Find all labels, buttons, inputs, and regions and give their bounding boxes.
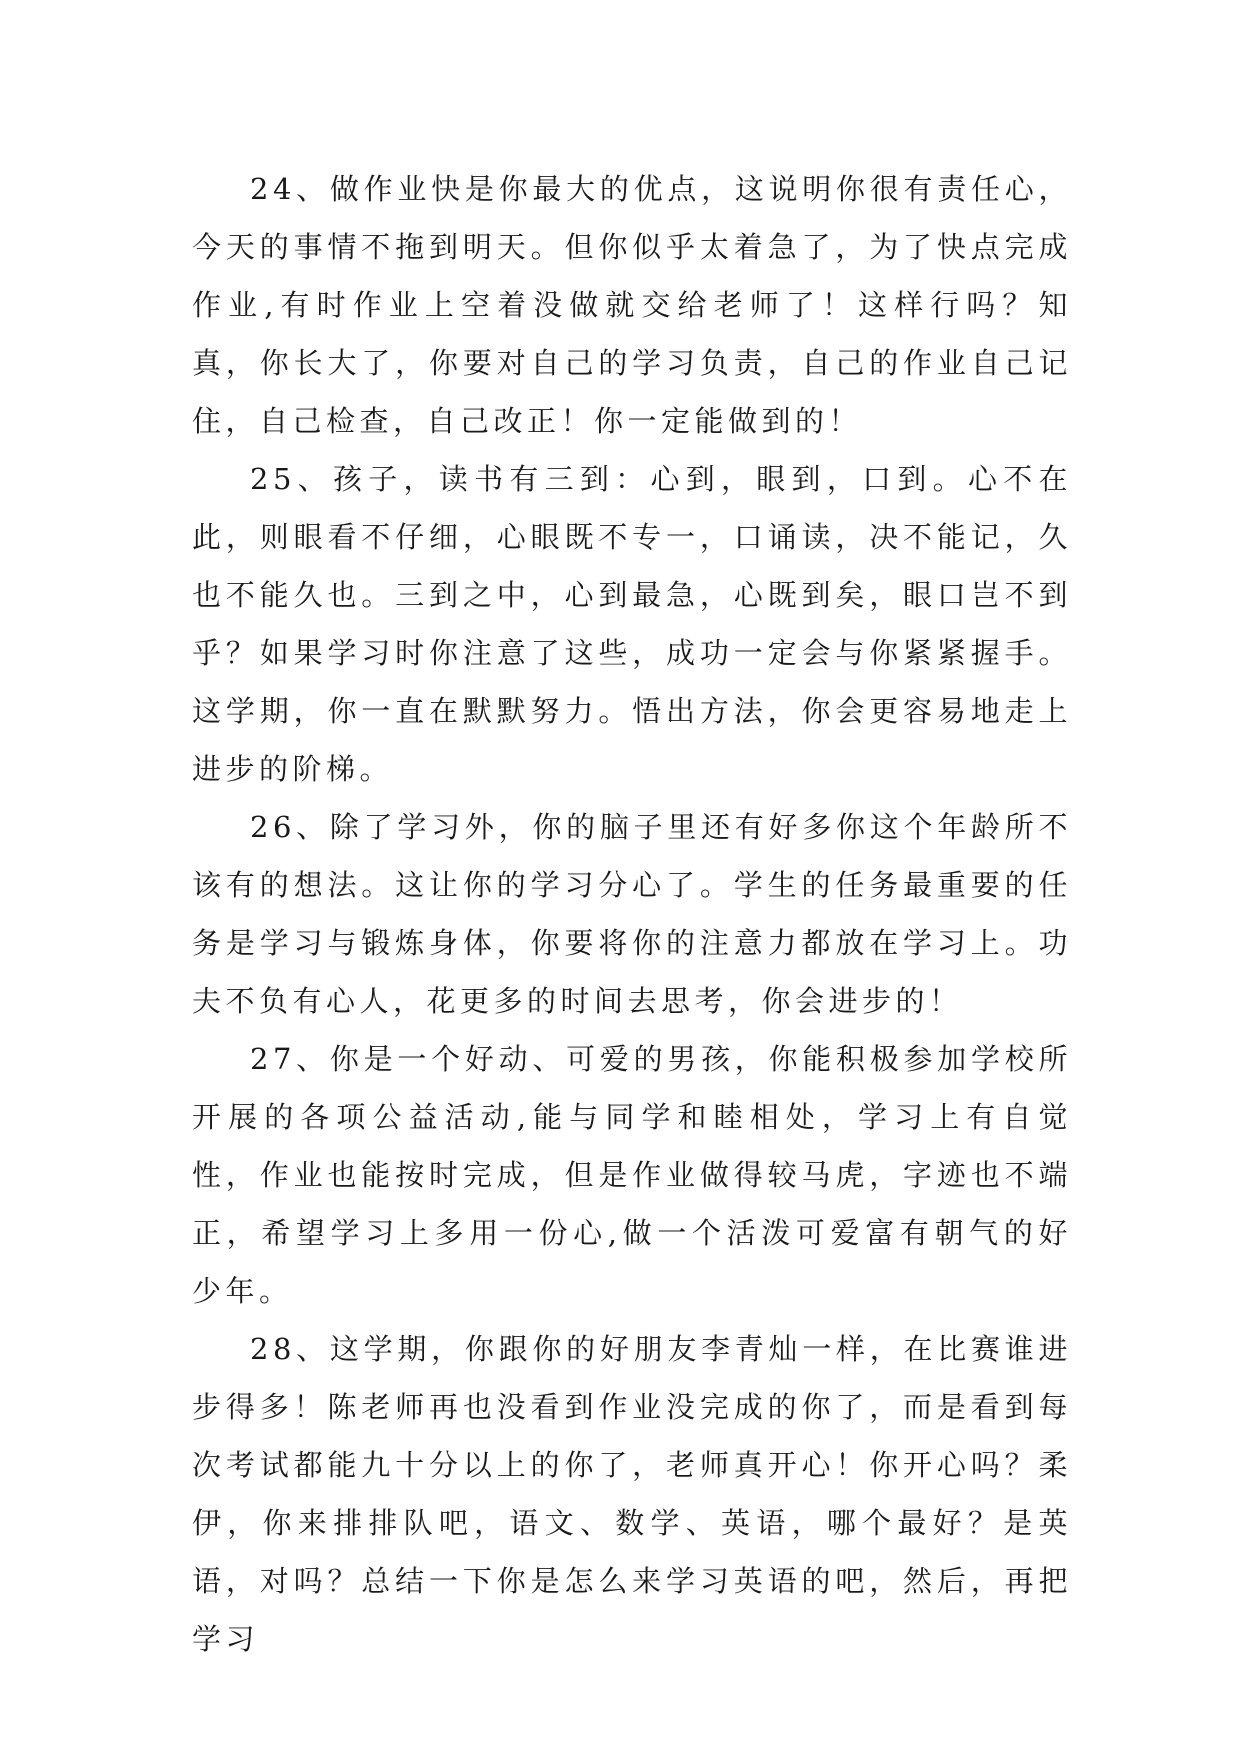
paragraph-27: 27、你是一个好动、可爱的男孩，你能积极参加学校所开展的各项公益活动,能与同学和睦相处，学习上有自觉性，作业也能按时完成，但是作业做得较马虎，字迹也不端正，希望学习上多用一份心,做一个活泼可爱富有朝气的好少年。 [192,1042,1072,1308]
document-body [192,160,1072,1668]
paragraph-26: 26、除了学习外，你的脑子里还有好多你这个年龄所不该有的想法。这让你的学习分心了。学生的任务最重要的任务是学习与锻炼身体，你要将你的注意力都放在学习上。功夫不负有心人，花更多的时间去思考，你会进步的！ [192,810,1072,1018]
paragraph-24: 24、做作业快是你最大的优点，这说明你很有责任心，今天的事情不拖到明天。但你似乎太着急了，为了快点完成作业,有时作业上空着没做就交给老师了！这样行吗？知真，你长大了，你要对自己的学习负责，自己的作业自己记住，自己检查，自己改正！你一定能做到的！ [192,172,1072,438]
paragraph-25: 25、孩子，读书有三到：心到，眼到，口到。心不在此，则眼看不仔细，心眼既不专一，口诵读，决不能记，久也不能久也。三到之中，心到最急，心既到矣，眼口岂不到乎？如果学习时你注意了这些，成功一定会与你紧紧握手。这学期，你一直在默默努力。悟出方法，你会更容易地走上进步的阶梯。 [192,462,1072,786]
paragraph-28: 28、这学期，你跟你的好朋友李青灿一样，在比赛谁进步得多！陈老师再也没看到作业没完成的你了，而是看到每次考试都能九十分以上的你了，老师真开心！你开心吗？柔伊，你来排排队吧，语文、数学、英语，哪个最好？是英语，对吗？总结一下你是怎么来学习英语的吧，然后，再把学习 [192,1332,1072,1656]
